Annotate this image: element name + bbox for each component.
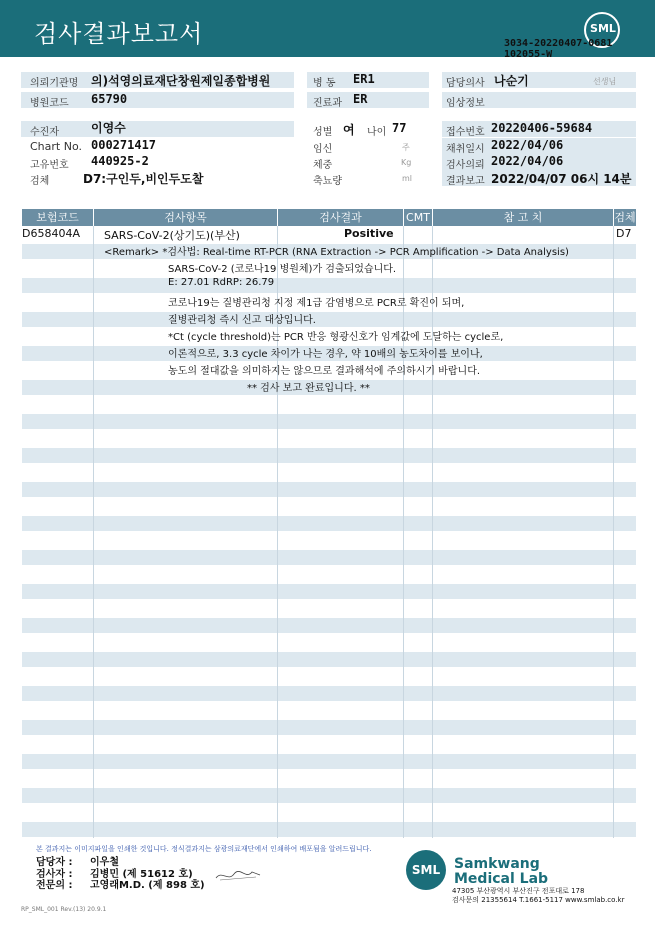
- table-stripe: [22, 312, 636, 327]
- table-stripe: [22, 822, 636, 837]
- row-insurance-code: D658404A: [22, 227, 80, 240]
- dept-label: 진료과: [313, 98, 342, 109]
- pregnancy-unit: 주: [402, 143, 410, 152]
- table-stripe: [22, 482, 636, 497]
- row-specimen: D7: [616, 227, 632, 240]
- address: 47305 부산광역시 부산진구 전포대로 178: [452, 887, 585, 895]
- column-divider: [93, 226, 94, 838]
- table-stripe: [22, 550, 636, 565]
- hospital-code-label: 병원코드: [30, 98, 69, 109]
- remark-line: *Ct (cycle threshold)는 PCR 반응 형광신호가 임계값에 도달하는 cycle로,: [168, 332, 504, 343]
- age-value: 77: [392, 121, 407, 135]
- col-header-insurance-code: 보험코드: [22, 209, 93, 226]
- staff-tester-value: 김병민 (제 51612 호): [90, 869, 193, 880]
- footer-note: 본 결과지는 이미지파일을 인쇄한 것입니다. 정식결과지는 삼광의료재단에서 인쇄하여 배포됨을 알려드립니다.: [36, 845, 372, 853]
- col-header-cmt: CMT: [404, 209, 432, 226]
- column-divider: [403, 226, 404, 838]
- revision-code: RP_SML_001 Rev.(13) 20.9.1: [21, 906, 107, 913]
- report-title: 검사결과보고서: [34, 20, 204, 48]
- samkwang-logo-text: SML: [411, 863, 441, 877]
- sml-logo-text: SML: [590, 22, 616, 35]
- sex-label: 성별: [313, 127, 333, 138]
- staff-manager-value: 이우철: [90, 857, 119, 868]
- remark-line: <Remark> *검사법: Real-time RT-PCR (RNA Extraction -> PCR Amplification -> Data Analysis): [104, 247, 569, 258]
- dept-value: ER: [353, 92, 368, 106]
- col-header-result: 검사결과: [278, 209, 403, 226]
- table-stripe: [22, 686, 636, 701]
- receipt-label: 접수번호: [446, 127, 485, 138]
- table-stripe: [22, 448, 636, 463]
- ward-label: 병 동: [313, 78, 336, 89]
- collect-label: 채취일시: [446, 144, 485, 155]
- remark-line: SARS-CoV-2 (코로나19 병원체)가 검출되었습니다.: [168, 264, 397, 275]
- sex-value: 여: [343, 123, 355, 137]
- doctor-value: 나순기: [494, 74, 529, 88]
- request-value: 2022/04/06: [491, 154, 564, 168]
- table-stripe: [22, 584, 636, 599]
- clinical-info-label: 임상정보: [446, 98, 485, 109]
- pregnancy-label: 임신: [313, 144, 333, 155]
- doctor-label: 담당의사: [446, 78, 485, 89]
- weight-label: 체중: [313, 160, 333, 171]
- ward-value: ER1: [353, 72, 375, 86]
- urine-unit: ml: [402, 174, 413, 183]
- signature-icon: [212, 866, 264, 884]
- unique-number-label: 고유번호: [30, 160, 69, 171]
- remark-line: 이론적으로, 3.3 cycle 차이가 나는 경우, 약 10배의 농도차이를 보이나,: [168, 349, 483, 360]
- specimen-value: D7:구인두,비인두도찰: [83, 172, 204, 186]
- column-divider: [613, 226, 614, 838]
- unique-number-value: 440925-2: [91, 154, 149, 168]
- column-divider: [432, 226, 433, 838]
- remark-line: ** 검사 보고 완료입니다. **: [247, 383, 370, 394]
- info-band: [21, 121, 294, 137]
- table-stripe: [22, 618, 636, 633]
- staff-specialist-label: 전문의 :: [36, 880, 73, 891]
- receipt-value: 20220406-59684: [491, 121, 593, 135]
- result-report-label: 결과보고: [446, 176, 485, 187]
- table-stripe: [22, 414, 636, 429]
- remark-line: 질병관리청 즉시 신고 대상입니다.: [168, 315, 316, 326]
- hospital-code-value: 65790: [91, 92, 128, 106]
- patient-label: 수진자: [30, 127, 59, 138]
- patient-value: 이영수: [91, 121, 126, 135]
- request-label: 검사의뢰: [446, 160, 485, 171]
- row-result: Positive: [344, 227, 394, 240]
- col-header-reference: 참 고 치: [433, 209, 613, 226]
- doctor-suffix: 선생님: [593, 77, 617, 86]
- collect-value: 2022/04/06: [491, 138, 564, 152]
- col-header-test-item: 검사항목: [94, 209, 277, 226]
- table-stripe: [22, 278, 636, 293]
- staff-manager-label: 담당자 :: [36, 857, 73, 868]
- result-report-value: 2022/04/07 06시 14분: [491, 172, 632, 186]
- col-header-specimen: 검체: [614, 211, 636, 224]
- weight-unit: Kg: [401, 158, 412, 167]
- brand-line2: Medical Lab: [454, 871, 549, 887]
- age-label: 나이: [367, 127, 387, 138]
- urine-label: 축뇨량: [313, 176, 342, 187]
- institution-value: 의)석영의료재단창원제일종합병원: [91, 74, 271, 88]
- institution-label: 의뢰기관명: [30, 78, 79, 89]
- staff-specialist-value: 고영래M.D. (제 898 호): [90, 880, 205, 891]
- row-test-item: SARS-CoV-2(상기도)(부산): [104, 229, 240, 242]
- specimen-label: 검체: [30, 176, 50, 187]
- staff-tester-label: 검사자 :: [36, 869, 73, 880]
- chart-value: 000271417: [91, 138, 157, 152]
- chart-label: Chart No.: [30, 140, 82, 153]
- table-stripe: [22, 754, 636, 769]
- brand-line1: Samkwang: [454, 856, 540, 872]
- report-id: 3034-20220407-0681 102055-W: [504, 38, 613, 60]
- table-stripe: [22, 788, 636, 803]
- table-stripe: [22, 720, 636, 735]
- remark-line: 농도의 절대값을 의미하지는 않으므로 결과해석에 주의하시기 바랍니다.: [168, 366, 481, 377]
- contact: 검사문의 21355614 T.1661-5117 www.smlab.co.kr: [452, 896, 625, 904]
- table-stripe: [22, 652, 636, 667]
- table-stripe: [22, 516, 636, 531]
- remark-line: 코로나19는 질병관리청 지정 제1급 감염병으로 PCR로 확진이 되며,: [168, 298, 465, 309]
- remark-line: E: 27.01 RdRP: 26.79: [168, 277, 275, 288]
